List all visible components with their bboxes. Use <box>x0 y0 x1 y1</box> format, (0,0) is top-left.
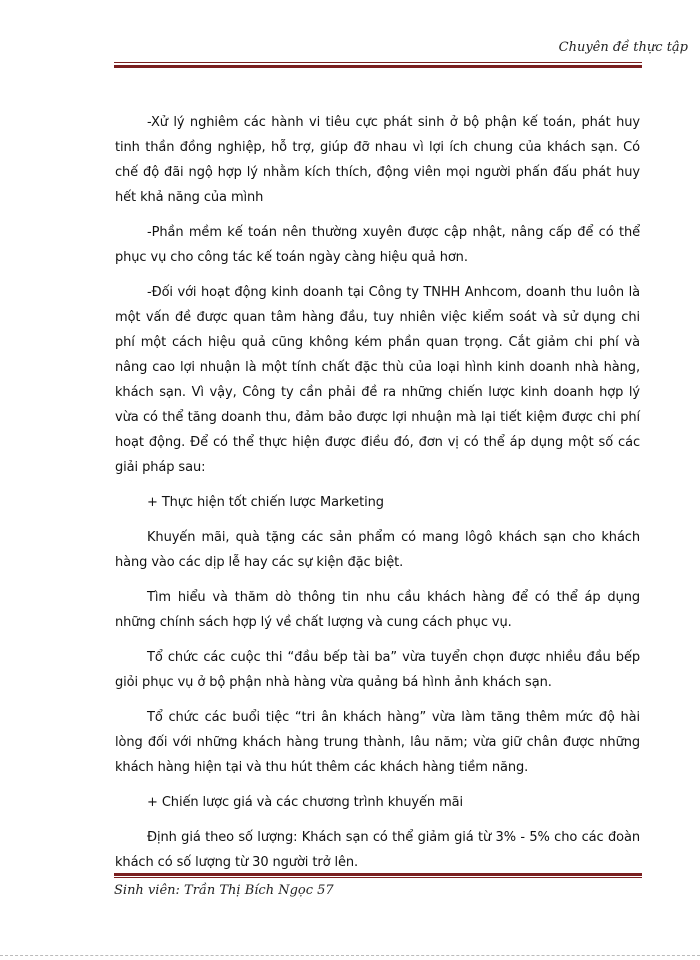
paragraph: -Đối với hoạt động kinh doanh tại Công ty TNHH Anhcom, doanh thu luôn là một vấn đề được quan tâm hàng đầu, tuy nhiên việc kiểm soát và sử dụng chi phí một cách hiệu quả cũng không kém phần quan trọng. Cắt giảm chi phí và nâng cao lợi nhuận là một tính chất đặc thù của loại hình kinh doanh nhà hàng, khách sạn. Vì vậy, Công ty cần phải đề ra những chiến lược kinh doanh hợp lý vừa có thể tăng doanh thu, đảm bảo được lợi nhuận mà lại tiết kiệm được chi phí hoạt động. Để có thể thực hiện được điều đó, đơn vị có thể áp dụng một số các giải pháp sau: <box>115 285 640 475</box>
footer-student-name: Sinh viên: Trần Thị Bích Ngọc 57 <box>114 883 334 898</box>
header-rule-thick <box>114 65 642 68</box>
page-break-line <box>0 955 700 956</box>
paragraph: Tổ chức các cuộc thi “đầu bếp tài ba” vừa tuyển chọn được nhiều đầu bếp giỏi phục vụ ở bộ phận nhà hàng vừa quảng bá hình ảnh khách sạn. <box>115 650 640 690</box>
footer-rule-thick <box>114 873 642 876</box>
page-header-title: Chuyên đề thực tập <box>558 40 688 55</box>
section-heading-marketing: + Thực hiện tốt chiến lược Marketing <box>147 495 384 510</box>
paragraph: Khuyến mãi, quà tặng các sản phẩm có mang lôgô khách sạn cho khách hàng vào các dịp lễ hay các sự kiện đặc biệt. <box>115 530 640 570</box>
paragraph: Định giá theo số lượng: Khách sạn có thể giảm giá từ 3% - 5% cho các đoàn khách có số lượng từ 30 người trở lên. <box>115 830 640 870</box>
header-rule-thin <box>114 62 642 63</box>
paragraph: -Phần mềm kế toán nên thường xuyên được cập nhật, nâng cấp để có thể phục vụ cho công tác kế toán ngày càng hiệu quả hơn. <box>115 225 640 265</box>
paragraph: -Xử lý nghiêm các hành vi tiêu cực phát sinh ở bộ phận kế toán, phát huy tinh thần đồng nghiệp, hỗ trợ, giúp đỡ nhau vì lợi ích chung của khách sạn. Có chế độ đãi ngộ hợp lý nhằm kích thích, động viên mọi người phấn đấu phát huy hết khả năng của mình <box>115 115 640 205</box>
section-heading-pricing: + Chiến lược giá và các chương trình khuyến mãi <box>147 795 464 810</box>
paragraph: Tìm hiểu và thăm dò thông tin nhu cầu khách hàng để có thể áp dụng những chính sách hợp lý về chất lượng và cung cách phục vụ. <box>115 590 640 630</box>
body-text <box>115 110 640 885</box>
footer-rule-thin <box>114 877 642 878</box>
paragraph: Tổ chức các buổi tiệc “tri ân khách hàng” vừa làm tăng thêm mức độ hài lòng đối với những khách hàng trung thành, lâu năm; vừa giữ chân được những khách hàng hiện tại và thu hút thêm các khách hàng tiềm năng. <box>115 710 640 775</box>
